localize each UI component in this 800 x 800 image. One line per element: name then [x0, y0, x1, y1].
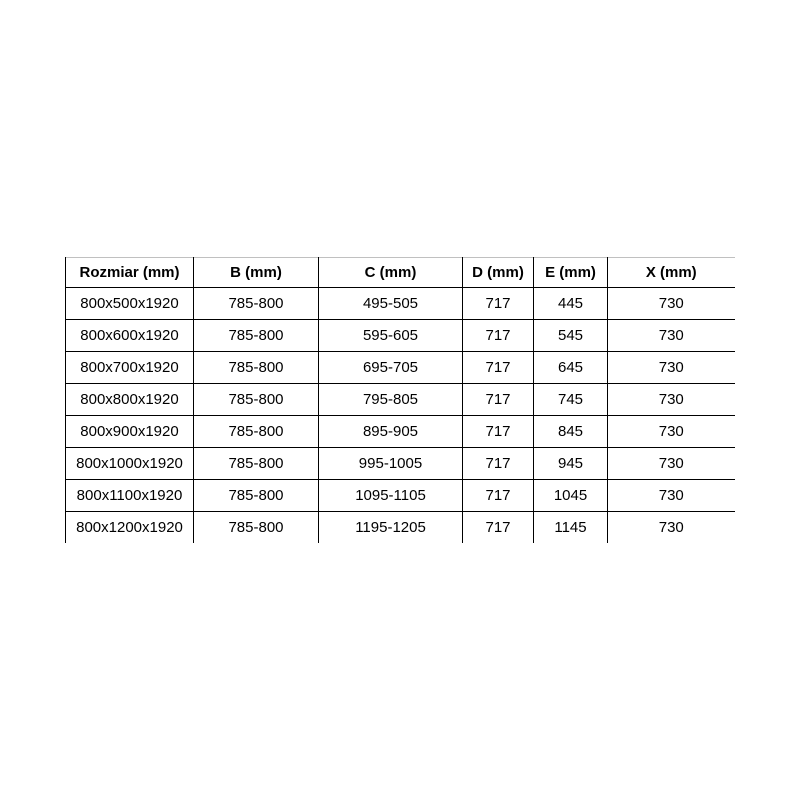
table-cell: 595-605 [319, 320, 463, 352]
table-cell: 800x1200x1920 [66, 512, 194, 544]
table-cell: 730 [608, 352, 735, 384]
table-cell: 845 [534, 416, 608, 448]
table-cell: 785-800 [194, 352, 319, 384]
header-cell-d: D (mm) [463, 258, 534, 288]
table-cell: 1095-1105 [319, 480, 463, 512]
table-row [66, 448, 735, 480]
table-cell: 785-800 [194, 416, 319, 448]
table-cell: 717 [463, 480, 534, 512]
table-cell: 800x600x1920 [66, 320, 194, 352]
table-cell: 730 [608, 320, 735, 352]
table-cell: 730 [608, 288, 735, 320]
table-cell: 645 [534, 352, 608, 384]
table-cell: 945 [534, 448, 608, 480]
table-cell: 785-800 [194, 512, 319, 544]
table-cell: 785-800 [194, 288, 319, 320]
dimension-spec-table [65, 257, 735, 543]
table-cell: 1145 [534, 512, 608, 544]
table-cell: 785-800 [194, 320, 319, 352]
table-cell: 785-800 [194, 480, 319, 512]
header-cell-rozmiar: Rozmiar (mm) [66, 258, 194, 288]
table-cell: 785-800 [194, 448, 319, 480]
table-row [66, 288, 735, 320]
table-row [66, 320, 735, 352]
header-cell-e: E (mm) [534, 258, 608, 288]
table-cell: 730 [608, 480, 735, 512]
table-cell: 730 [608, 512, 735, 544]
table-cell: 795-805 [319, 384, 463, 416]
table-cell: 717 [463, 320, 534, 352]
table-cell: 717 [463, 352, 534, 384]
table-cell: 800x900x1920 [66, 416, 194, 448]
table-header-row [66, 258, 735, 288]
table-cell: 800x800x1920 [66, 384, 194, 416]
table-cell: 730 [608, 448, 735, 480]
table-cell: 717 [463, 416, 534, 448]
table-cell: 717 [463, 384, 534, 416]
table-cell: 545 [534, 320, 608, 352]
table-row [66, 384, 735, 416]
table-cell: 895-905 [319, 416, 463, 448]
table-row [66, 416, 735, 448]
table-cell: 695-705 [319, 352, 463, 384]
table-cell: 745 [534, 384, 608, 416]
table-row [66, 512, 735, 544]
table-cell: 717 [463, 288, 534, 320]
table-cell: 800x500x1920 [66, 288, 194, 320]
table-cell: 717 [463, 512, 534, 544]
table-cell: 730 [608, 384, 735, 416]
table-row [66, 480, 735, 512]
table-cell: 800x700x1920 [66, 352, 194, 384]
table-cell: 800x1100x1920 [66, 480, 194, 512]
table-cell: 995-1005 [319, 448, 463, 480]
table-cell: 1045 [534, 480, 608, 512]
table-cell: 1195-1205 [319, 512, 463, 544]
table-cell: 730 [608, 416, 735, 448]
header-cell-c: C (mm) [319, 258, 463, 288]
header-cell-b: B (mm) [194, 258, 319, 288]
table-cell: 785-800 [194, 384, 319, 416]
table-cell: 717 [463, 448, 534, 480]
table-cell: 445 [534, 288, 608, 320]
table-cell: 800x1000x1920 [66, 448, 194, 480]
header-cell-x: X (mm) [608, 258, 735, 288]
table-cell: 495-505 [319, 288, 463, 320]
table-row [66, 352, 735, 384]
